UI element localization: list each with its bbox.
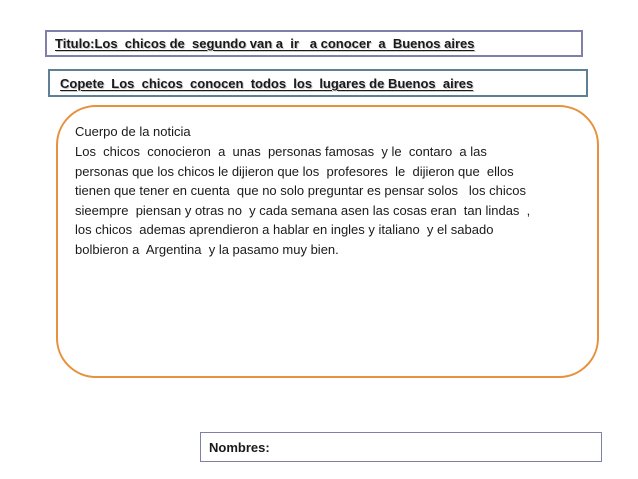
cuerpo-line: Los chicos conocieron a unas personas famosas y le contaro a las bbox=[75, 144, 487, 159]
nombres-label: Nombres: bbox=[209, 440, 270, 455]
cuerpo-box bbox=[56, 105, 599, 378]
cuerpo-line: bolbieron a Argentina y la pasamo muy bien. bbox=[75, 241, 339, 257]
cuerpo-line: tienen que tener en cuenta que no solo preguntar es pensar solos los chicos bbox=[75, 183, 526, 198]
titulo-text: Titulo:Los chicos de segundo van a ir a conocer a Buenos aires bbox=[55, 36, 475, 51]
cuerpo-line: sieempre piensan y otras no y cada semana asen las cosas eran tan lindas , bbox=[75, 202, 531, 218]
cuerpo-line: los chicos ademas aprendieron a hablar en ingles y italiano y el sabado bbox=[75, 222, 494, 237]
copete-text: Copete Los chicos conocen todos los lugares de Buenos aires bbox=[60, 76, 474, 91]
cuerpo-title: Cuerpo de la noticia bbox=[75, 124, 191, 139]
titulo-box bbox=[45, 30, 583, 57]
nombres-box bbox=[200, 432, 602, 462]
copete-box bbox=[48, 69, 588, 97]
cuerpo-line: personas que los chicos le dijieron que los profesores le dijieron que ellos bbox=[75, 163, 514, 179]
